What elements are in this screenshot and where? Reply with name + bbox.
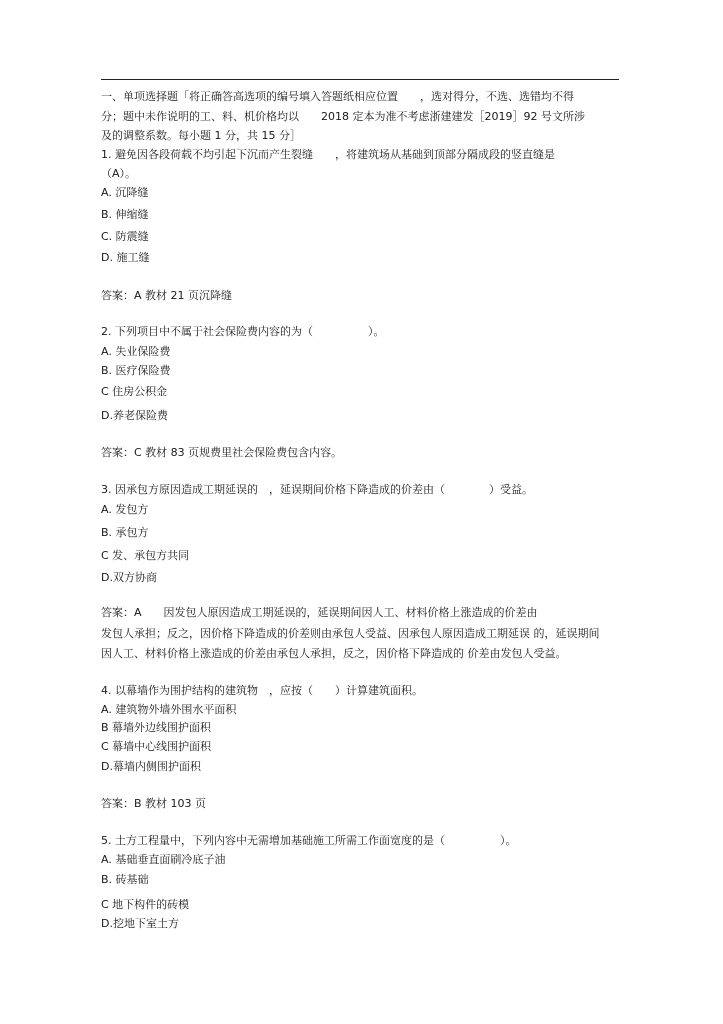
question-1-stem-cont: （A）。	[101, 167, 137, 180]
question-4-stem: 4. 以幕墙作为围护结构的建筑物 ，应按（ ）计算建筑面积。	[101, 684, 423, 697]
question-1-stem: 1. 避免因各段荷载不均引起下沉而产生裂缝 ，将建筑场从基础到顶部分隔成段的竖直缝是	[101, 148, 555, 161]
question-3-option-c: C 发、承包方共同	[101, 549, 190, 562]
question-4-option-a: A. 建筑物外墙外围水平面积	[101, 703, 237, 716]
question-2-option-b: B. 医疗保险费	[101, 364, 171, 377]
question-1-option-c: C. 防震缝	[101, 230, 149, 243]
question-3-answer-cont-1: 发包人承担；反之，因价格下降造成的价差则由承包人受益、因承包人原因造成工期延误 的，延误期间	[101, 627, 600, 640]
section-header-line-3: 及的调整系数。每小题 1 分，共 15 分］	[101, 129, 301, 142]
question-2-option-c: C 住房公积金	[101, 385, 168, 398]
question-1-option-d: D. 施工缝	[101, 251, 150, 264]
question-4-option-b: B 幕墙外边线围护面积	[101, 721, 212, 734]
question-1-answer: 答案：A 教材 21 页沉降缝	[101, 289, 233, 302]
question-1-option-b: B. 伸缩缝	[101, 208, 149, 221]
question-5-option-a: A. 基础垂直面刷冷底子油	[101, 853, 226, 866]
question-4-option-d: D.幕墙内侧围护面积	[101, 760, 201, 773]
section-header-line-1: 一、单项选择题「将正确答高选项的编号填入答题纸相应位置 ，选对得分，不选、选错均不得	[101, 90, 574, 103]
question-3-option-b: B. 承包方	[101, 526, 149, 539]
question-5-stem: 5. 土方工程量中，下列内容中无需增加基础施工所需工作面宽度的是（ ）。	[101, 834, 517, 847]
question-5-option-b: B. 砖基础	[101, 873, 149, 886]
question-3-option-d: D.双方协商	[101, 571, 157, 584]
top-rule	[101, 79, 619, 80]
question-2-answer: 答案：C 教材 83 页规费里社会保险费包含内容。	[101, 446, 343, 459]
question-3-answer-cont-2: 因人工、材料价格上涨造成的价差由承包人承担，反之，因价格下降造成的 价差由发包人受益。	[101, 647, 567, 660]
question-2-option-a: A. 失业保险费	[101, 345, 171, 358]
question-2-stem: 2. 下列项目中不属于社会保险费内容的为（ ）。	[101, 325, 385, 338]
question-3-stem: 3. 因承包方原因造成工期延误的 ，延误期间价格下降造成的价差由（ ）受益。	[101, 483, 533, 496]
question-2-option-d: D.养老保险费	[101, 409, 168, 422]
question-4-answer: 答案：B 教材 103 页	[101, 797, 207, 810]
question-3-option-a: A. 发包方	[101, 503, 149, 516]
question-1-option-a: A. 沉降缝	[101, 186, 149, 199]
question-4-option-c: C 幕墙中心线围护面积	[101, 740, 212, 753]
section-header-line-2: 分；题中未作说明的工、料、机价格均以 2018 定本为准不考虑浙建建发［2019］92 号文所涉	[101, 110, 585, 123]
question-3-answer: 答案：A 因发包人原因造成工期延误的，延误期间因人工、材料价格上涨造成的价差由	[101, 606, 538, 619]
question-5-option-c: C 地下构件的砖模	[101, 898, 190, 911]
question-5-option-d: D.挖地下室土方	[101, 917, 179, 930]
